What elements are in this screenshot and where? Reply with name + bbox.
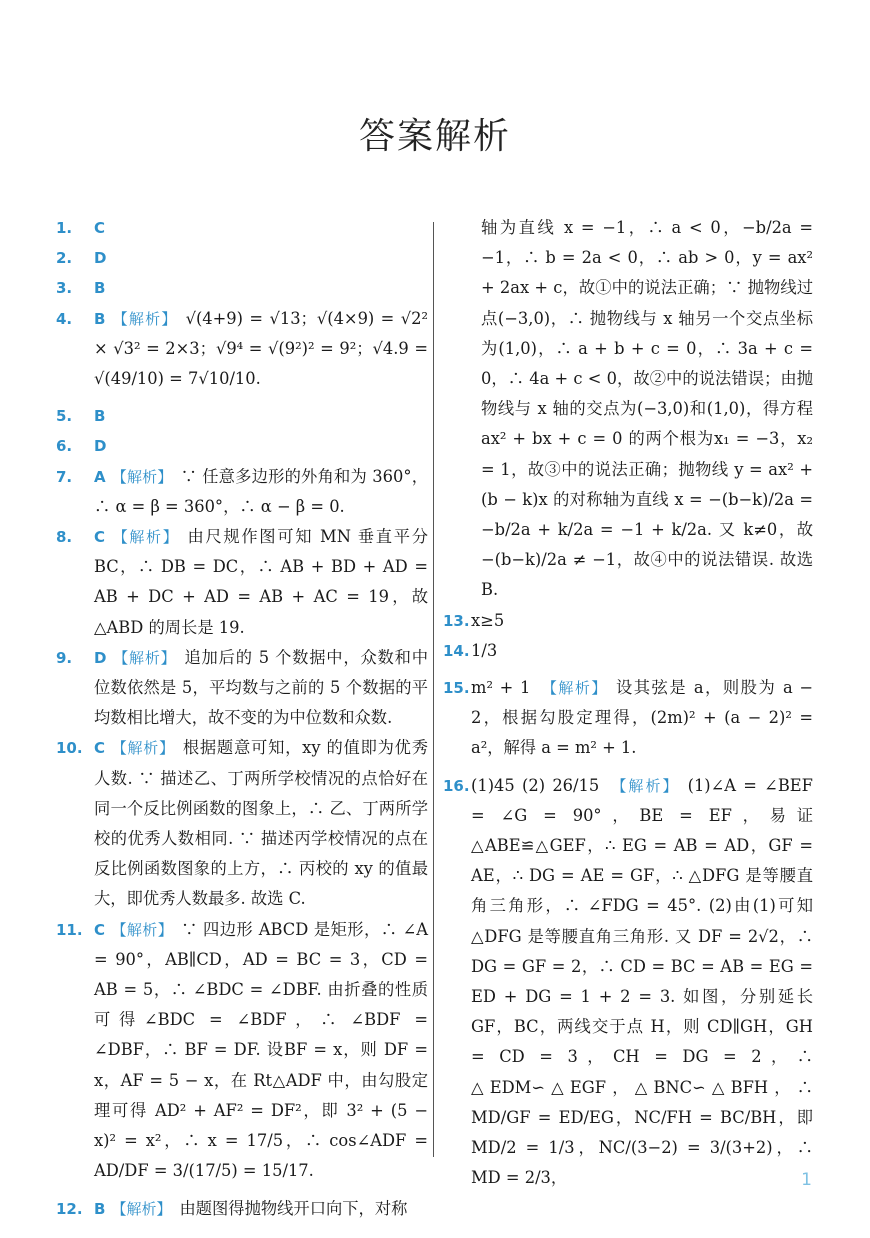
item-answer: 1/3 <box>471 640 498 660</box>
analysis-tag: 【解析】 <box>540 679 608 698</box>
item-number: 16. <box>443 776 470 795</box>
item-answer: B <box>94 1199 106 1218</box>
item-answer: (1)45 (2) 26/15 <box>471 775 600 795</box>
page-number: 1 <box>801 1170 812 1190</box>
item-explanation: (1)∠A = ∠BEF = ∠G = 90°，BE = EF，易证△ABE≌△GEF，∴ EG = AB = AD，GF = AE，∴ DG = AE = GF，∴ △DFG 是等腰直角三角形，∴ ∠FDG = 45°. (2)由(1)可知△DFG 是等腰直角三角形. 又 DF = 2√2，∴ DG = GF = 2，∴ CD = BC = AB = EG = ED + DG = 1 + 2 = 3. 如图，分别延长 GF，BC，两线交于点 H，则 CD∥GH，GH = CD = 3，CH = DG = 2，∴ △EDM∽△EGF，△BNC∽△BFH，∴ MD/GF = ED/EG，NC/FH = BC/BH，即 MD/2 = 1/3，NC/(3−2) = 3/(3+2)，∴ MD = 2/3， <box>471 775 813 1188</box>
item-explanation: ∵ 任意多边形的外角和为 360°，∴ α = β = 360°，∴ α − β = 0. <box>94 466 428 516</box>
item-explanation: 设其弦是 a，则股为 a − 2，根据勾股定理得，(2m)² + (a − 2)² = a²，解得 a = m² + 1. <box>471 678 813 758</box>
answer-item-2 <box>56 243 428 273</box>
item-number: 13. <box>443 611 470 630</box>
right-column <box>443 213 813 1194</box>
answer-item-8 <box>56 522 428 643</box>
item-number: 4. <box>56 309 73 328</box>
item-number: 6. <box>56 437 73 456</box>
analysis-tag: 【解析】 <box>111 528 180 547</box>
item-number: 7. <box>56 467 73 486</box>
item-number: 9. <box>56 648 73 667</box>
item-number: 11. <box>56 920 83 939</box>
item-number: 10. <box>56 739 83 758</box>
answer-item-3 <box>56 273 428 303</box>
column-divider <box>433 222 434 1157</box>
answer-item-4 <box>56 304 428 395</box>
answer-item-16 <box>443 771 813 1194</box>
answer-item-12-continued <box>443 213 813 606</box>
item-answer: D <box>94 648 107 667</box>
item-number: 2. <box>56 249 73 268</box>
item-answer: B <box>94 407 106 426</box>
item-answer: C <box>94 219 106 237</box>
item-answer: A <box>94 467 106 486</box>
item-explanation: 由题图得抛物线开口向下，对称 <box>179 1198 408 1218</box>
analysis-tag: 【解析】 <box>111 309 178 328</box>
item-number: 12. <box>56 1199 83 1218</box>
item-number: 1. <box>56 219 73 237</box>
answer-item-1 <box>56 213 428 243</box>
item-answer: B <box>94 279 106 298</box>
item-number: 14. <box>443 641 470 660</box>
answer-item-6 <box>56 431 428 461</box>
answer-item-12 <box>56 1194 428 1224</box>
item-answer: D <box>94 437 107 456</box>
analysis-tag: 【解析】 <box>609 776 680 795</box>
answer-item-11 <box>56 915 428 1187</box>
left-column <box>56 213 428 1224</box>
answer-item-14 <box>443 636 813 666</box>
analysis-tag: 【解析】 <box>111 467 173 486</box>
item-answer: C <box>94 528 106 547</box>
answer-item-13 <box>443 606 813 636</box>
item-explanation: √(4+9) = √13；√(4×9) = √2² × √3² = 2×3；√9⁴ = √(9²)² = 9²；√4.9 = √(49/10) = 7√10/10. <box>94 308 428 389</box>
item-explanation: 追加后的 5 个数据中，众数和中位数依然是 5，平均数与之前的 5 个数据的平均数相比增大，故不变的为中位数和众数. <box>94 647 428 728</box>
page-title: 答案解析 <box>358 116 511 157</box>
item-answer: D <box>94 249 107 268</box>
analysis-tag: 【解析】 <box>112 648 177 667</box>
answer-item-15 <box>443 673 813 764</box>
answer-item-10 <box>56 733 428 914</box>
item-explanation: ∵ 四边形 ABCD 是矩形，∴ ∠A = 90°，AB∥CD，AD = BC = 3，CD = AB = 5，∴ ∠BDC = ∠DBF. 由折叠的性质可得∠BDC = ∠BDF，∴ ∠BDF = ∠DBF，∴ BF = DF. 设BF = x，则 DF = x，AF = 5 − x，在 Rt△ADF 中，由勾股定理可得 AD² + AF² = DF²，即 3² + (5 − x)² = x²，∴ x = 17/5，∴ cos∠ADF = AD/DF = 3/(17/5) = 15/17. <box>94 919 428 1181</box>
item-number: 8. <box>56 528 73 547</box>
item-number: 3. <box>56 279 73 298</box>
answer-item-7 <box>56 462 428 522</box>
item-number: 15. <box>443 679 470 698</box>
item-answer: C <box>94 920 106 939</box>
item-explanation: 由尺规作图可知 MN 垂直平分 BC，∴ DB = DC，∴ AB + BD + AD = AB + DC + AD = AB + AC = 19，故△ABD 的周长是 19. <box>94 527 428 637</box>
analysis-tag: 【解析】 <box>111 739 175 758</box>
item-answer: x≥5 <box>471 610 505 630</box>
item-explanation: 根据题意可知，xy 的值即为优秀人数. ∵ 描述乙、丁两所学校情况的点恰好在同一个反比例函数的图象上，∴ 乙、丁两所学校的优秀人数相同. ∵ 描述丙学校情况的点在反比例函数图象的上方，∴ 丙校的 xy 的值最大，即优秀人数最多. 故选 C. <box>94 738 428 909</box>
analysis-tag: 【解析】 <box>111 920 174 939</box>
answer-item-9 <box>56 643 428 734</box>
answer-item-5 <box>56 401 428 431</box>
analysis-tag: 【解析】 <box>111 1199 172 1218</box>
item-explanation: 轴为直线 x = −1，∴ a < 0，−b/2a = −1，∴ b = 2a < 0，∴ ab > 0，y = ax² + 2ax + c，故①中的说法正确；∵ 抛物线过点(−3,0)，∴ 抛物线与 x 轴另一个交点坐标为(1,0)，∴ a + b + c = 0，∴ 3a + c = 0，∴ 4a + c < 0，故②中的说法错误；由抛物线与 x 轴的交点为(−3,0)和(1,0)，得方程 ax² + bx + c = 0 的两个根为x₁ = −3，x₂ = 1，故③中的说法正确；抛物线 y = ax² + (b − k)x 的对称轴为直线 x = −(b−k)/2a = −b/2a + k/2a = −1 + k/2a. 又 k≠0，故 −(b−k)/2a ≠ −1，故④中的说法错误. 故选 B. <box>481 218 813 600</box>
item-answer: m² + 1 <box>471 678 531 698</box>
item-answer: B <box>94 309 106 328</box>
item-number: 5. <box>56 407 73 426</box>
item-answer: C <box>94 739 106 758</box>
